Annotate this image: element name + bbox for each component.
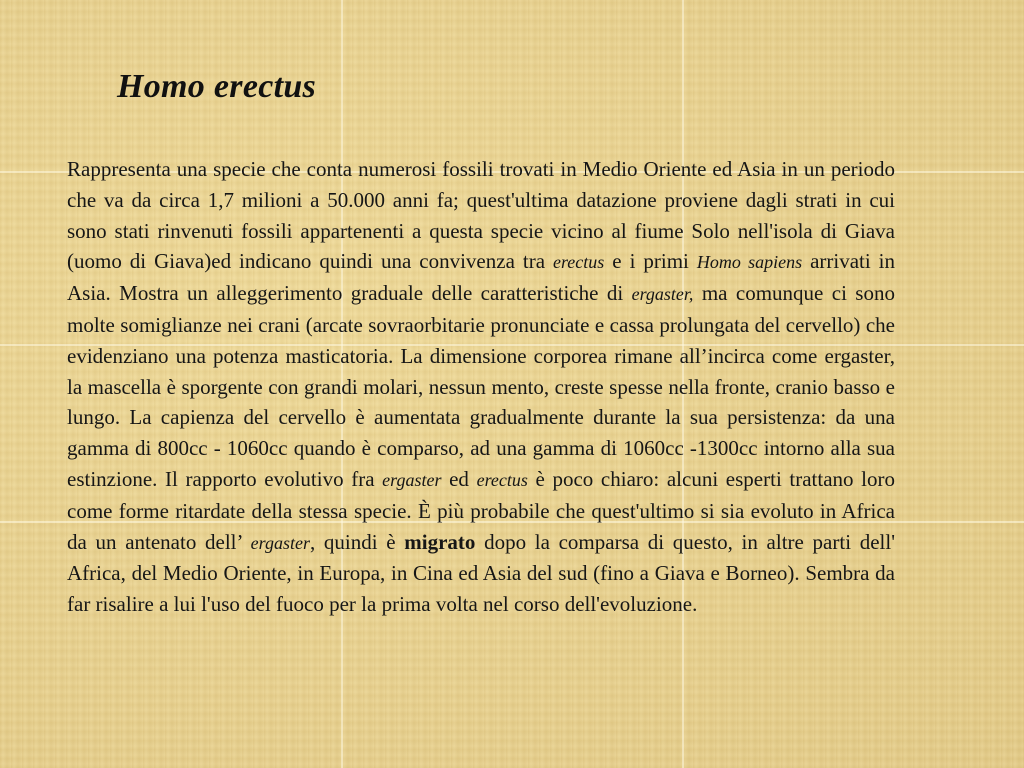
italic-term: erectus — [476, 469, 528, 490]
slide-title: Homo erectus — [117, 68, 317, 105]
text-run: ed — [441, 466, 477, 491]
slide-body-paragraph — [67, 154, 895, 620]
text-run: ma comunque ci sono molte somiglianze nei crani (arcate sovraorbitarie pronunciate e cassa prolungata del cervello) che evidenziano una potenza masticatoria. La dimensione corporea rimane all’incirca come ergaster, la mascella è sporgente con grandi molari, nessun mento, creste spesse nella fronte, cranio basso e lungo. La capienza del cervello è aumentata gradualmente durante la sua persistenza: da una gamma di 800cc - 1060cc quando è comparso, ad una gamma di 1060cc -1300cc intorno alla sua estinzione. Il rapporto evolutivo fra — [67, 281, 895, 491]
italic-term: Homo sapiens — [696, 252, 803, 273]
italic-term: ergaster — [382, 469, 442, 490]
text-run: arrivati in Asia. Mostra un alleggerimento graduale delle caratteristiche di — [67, 249, 896, 306]
bold-term: migrato — [404, 529, 476, 554]
text-run: , quindi è — [309, 529, 405, 554]
text-run: Rappresenta una specie che conta numerosi fossili trovati in Medio Oriente ed Asia in un periodo che va da circa 1,7 milioni a 50.000 anni fa; quest'ultima datazione proviene dagli strati in cui sono stati rinvenuti fossili appartenenti a questa specie vicino al fiume Solo nell'isola di Giava (uomo di Giava)ed indicano quindi una convivenza tra — [67, 157, 895, 274]
text-run: dopo la comparsa di questo, in altre parti dell' Africa, del Medio Oriente, in Europa, in Cina ed Asia del sud (fino a Giava e Borneo). Sembra da far risalire a lui l'uso del fuoco per la prima volta nel corso dell'evoluzione. — [67, 529, 895, 617]
italic-term: erectus — [552, 252, 605, 273]
italic-term: ergaster, — [631, 284, 694, 305]
italic-term: ergaster — [250, 532, 310, 553]
text-run: e i primi — [604, 249, 697, 274]
text-run: è poco chiaro: alcuni esperti trattano loro come forme ritardate della stessa specie. È più probabile che quest'ultimo si sia evoluto in Africa da un antenato dell’ — [67, 466, 896, 554]
